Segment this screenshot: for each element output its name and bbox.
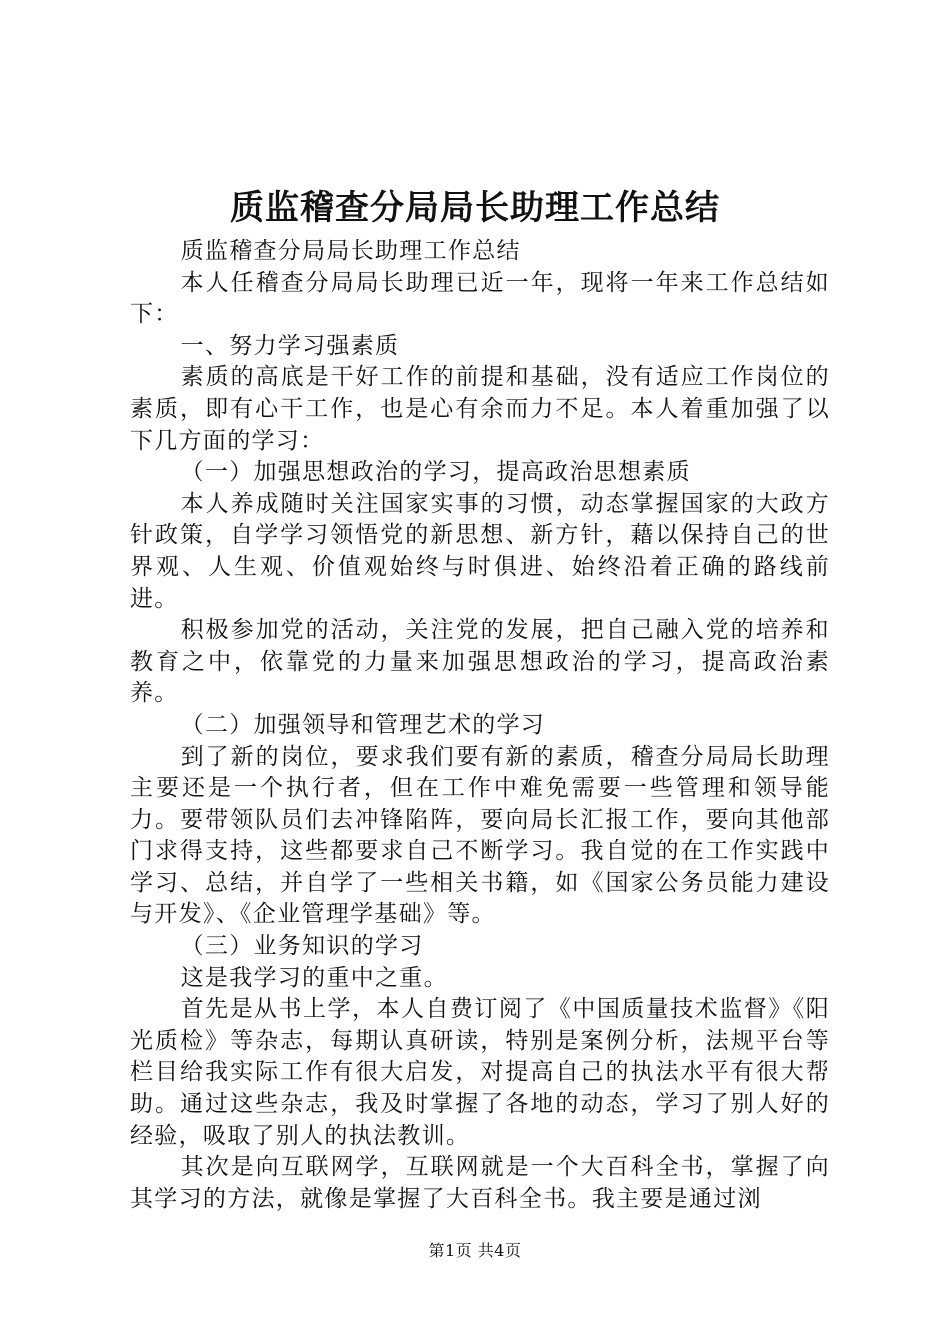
document-title: 质监稽查分局局长助理工作总结 xyxy=(230,188,720,228)
paragraph: 积极参加党的活动，关注党的发展，把自己融入党的培养和教育之中，依靠党的力量来加强思想政治的学习，提高政治素养。 xyxy=(130,617,830,707)
section-heading-1: 一、努力学习强素质 xyxy=(180,332,400,359)
paragraph-intro: 本人任稽查分局局长助理已近一年，现将一年来工作总结如下： xyxy=(130,269,830,328)
paragraph: 素质的高底是干好工作的前提和基础，没有适应工作岗位的素质，即有心干工作，也是心有余而力不足。本人着重加强了以下几方面的学习： xyxy=(130,364,830,454)
paragraph: 到了新的岗位，要求我们要有新的素质，稽查分局局长助理主要还是一个执行者，但在工作中难免需要一些管理和领导能力。要带领队员们去冲锋陷阵，要向局长汇报工作，要向其他部门求得支持，这些都要求自己不断学习。我自觉的在工作实践中学习、总结，并自学了一些相关书籍，如《国家公务员能力建设与开发》、《企业管理学基础》等。 xyxy=(130,743,830,928)
document-body xyxy=(130,236,830,1215)
paragraph: 首先是从书上学，本人自费订阅了《中国质量技术监督》《阳光质检》等杂志，每期认真研读，特别是案例分析，法规平台等栏目给我实际工作有很大启发，对提高自己的执法水平有很大帮助。通过这些杂志，我及时掌握了各地的动态，学习了别人好的经验，吸取了别人的执法教训。 xyxy=(130,996,830,1149)
subsection-heading-3: （三）业务知识的学习 xyxy=(180,933,424,960)
paragraph: 其次是向互联网学，互联网就是一个大百科全书，掌握了向其学习的方法，就像是掌握了大百科全书。我主要是通过浏 xyxy=(130,1154,830,1212)
paragraph-heading-repeat: 质监稽查分局局长助理工作总结 xyxy=(180,238,521,264)
paragraph: 本人养成随时关注国家实事的习惯，动态掌握国家的大政方针政策，自学学习领悟党的新思想、新方针，藉以保持自己的世界观、人生观、价值观始终与时俱进、始终沿着正确的路线前进。 xyxy=(130,490,830,612)
subsection-heading-1: （一）加强思想政治的学习，提高政治思想素质 xyxy=(180,459,691,486)
paragraph: 这是我学习的重中之重。 xyxy=(180,964,448,991)
page-number-footer: 第1页 共4页 xyxy=(428,1241,522,1260)
subsection-heading-2: （二）加强领导和管理艺术的学习 xyxy=(180,711,546,738)
